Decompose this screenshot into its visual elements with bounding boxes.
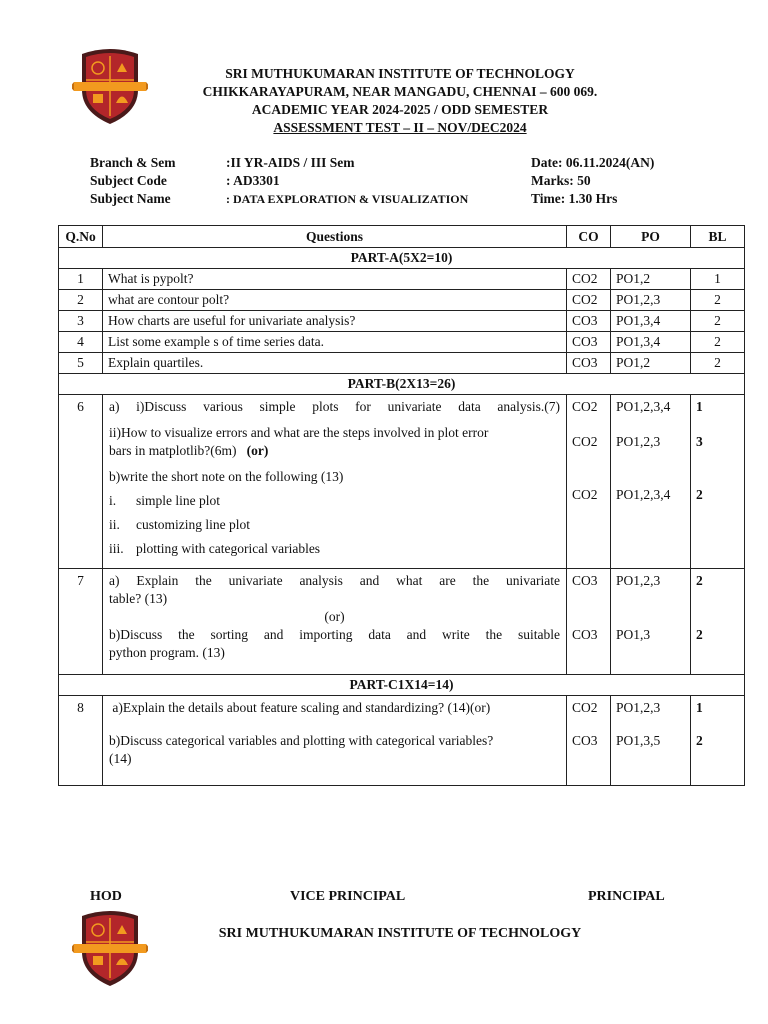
co-value: CO3 bbox=[567, 332, 611, 353]
meta-labels bbox=[90, 154, 220, 208]
meta-values bbox=[226, 154, 516, 208]
bl-value: 2 bbox=[691, 290, 745, 311]
institute-crest-logo-footer bbox=[72, 908, 148, 988]
q6-or: (or) bbox=[246, 443, 269, 458]
bl-value: 2 bbox=[691, 353, 745, 374]
question-text bbox=[103, 696, 567, 786]
subject-name-label: Subject Name bbox=[90, 191, 171, 206]
bl-value: 2 bbox=[691, 311, 745, 332]
hod-signature-label: HOD bbox=[90, 889, 122, 904]
q6-part-a-ii-line1: ii)How to visualize errors and what are the steps involved in plot error bbox=[109, 425, 489, 440]
exam-header bbox=[150, 65, 650, 137]
institute-name: SRI MUTHUKUMARAN INSTITUTE OF TECHNOLOGY bbox=[225, 66, 575, 81]
q7-part-a-line2: table? (13) bbox=[109, 591, 168, 606]
table-row bbox=[59, 269, 745, 290]
header-co: CO bbox=[567, 226, 611, 248]
branch-label: Branch & Sem bbox=[90, 155, 176, 170]
bl-value: 1 bbox=[691, 269, 745, 290]
exam-marks: Marks: 50 bbox=[531, 173, 591, 188]
co-value: CO2 bbox=[567, 290, 611, 311]
table-row bbox=[59, 696, 745, 786]
question-text: List some example s of time series data. bbox=[103, 332, 567, 353]
question-number: 7 bbox=[59, 569, 103, 675]
co-value: CO3 CO3 bbox=[567, 569, 611, 675]
po-value: PO1,2,3 PO1,3 bbox=[611, 569, 691, 675]
institute-crest-logo bbox=[72, 46, 148, 126]
q7-or: (or) bbox=[324, 609, 345, 624]
question-text: What is pypolt? bbox=[103, 269, 567, 290]
part-c-title: PART-C1X14=14) bbox=[59, 675, 745, 696]
po-value: PO1,3,4 bbox=[611, 311, 691, 332]
question-number: 8 bbox=[59, 696, 103, 786]
co-value: CO2 bbox=[567, 269, 611, 290]
q8-part-b-line1: b)Discuss categorical variables and plotting with categorical variables? bbox=[109, 733, 494, 748]
table-header-row bbox=[59, 226, 745, 248]
question-text bbox=[103, 569, 567, 675]
question-number: 1 bbox=[59, 269, 103, 290]
question-text: what are contour polt? bbox=[103, 290, 567, 311]
po-value: PO1,2,3 PO1,3,5 bbox=[611, 696, 691, 786]
question-number: 2 bbox=[59, 290, 103, 311]
co-value: CO3 bbox=[567, 311, 611, 332]
assessment-title: ASSESSMENT TEST – II – NOV/DEC2024 bbox=[273, 120, 527, 135]
question-number: 6 bbox=[59, 395, 103, 569]
question-text: Explain quartiles. bbox=[103, 353, 567, 374]
po-value: PO1,2,3,4 PO1,2,3 PO1,2,3,4 bbox=[611, 395, 691, 569]
table-row bbox=[59, 290, 745, 311]
meta-exam-info bbox=[531, 154, 731, 208]
list-item: i. simple line plot bbox=[109, 493, 220, 508]
subject-code-label: Subject Code bbox=[90, 173, 167, 188]
po-value: PO1,2 bbox=[611, 353, 691, 374]
q8-part-a: a)Explain the details about feature scaling and standardizing? (14)(or) bbox=[109, 700, 491, 715]
q7-part-a-line1: a) Explain the univariate analysis and what are the univariate bbox=[109, 573, 560, 588]
q6-part-b: b)write the short note on the following (13) bbox=[109, 469, 344, 484]
question-number: 3 bbox=[59, 311, 103, 332]
list-item: ii. customizing line plot bbox=[109, 517, 250, 532]
institute-address: CHIKKARAYAPURAM, NEAR MANGADU, CHENNAI – 600 069. bbox=[202, 84, 598, 99]
question-text bbox=[103, 395, 567, 569]
footer-institute-name: SRI MUTHUKUMARAN INSTITUTE OF TECHNOLOGY bbox=[218, 926, 582, 941]
co-value: CO2 CO2 CO2 bbox=[567, 395, 611, 569]
subject-name-value: : DATA EXPLORATION & VISUALIZATION bbox=[226, 192, 469, 206]
po-value: PO1,2 bbox=[611, 269, 691, 290]
po-value: PO1,2,3 bbox=[611, 290, 691, 311]
bl-value: 2 2 bbox=[691, 569, 745, 675]
question-number: 5 bbox=[59, 353, 103, 374]
table-row bbox=[59, 311, 745, 332]
q7-part-b-line1: b)Discuss the sorting and importing data and write the suitable bbox=[109, 627, 560, 642]
q8-part-b-line2: (14) bbox=[109, 751, 132, 766]
q6-part-a-ii-text: bars in matplotlib?(6m) bbox=[109, 443, 237, 458]
q7-part-b-line2: python program. (13) bbox=[109, 645, 225, 660]
branch-value: :II YR-AIDS / III Sem bbox=[226, 155, 355, 170]
question-table bbox=[58, 225, 745, 786]
header-qno: Q.No bbox=[59, 226, 103, 248]
header-questions: Questions bbox=[103, 226, 567, 248]
exam-date: Date: 06.11.2024(AN) bbox=[531, 155, 655, 170]
co-value: CO3 bbox=[567, 353, 611, 374]
table-row bbox=[59, 332, 745, 353]
q6-part-a-ii-line2 bbox=[109, 442, 560, 460]
exam-time: Time: 1.30 Hrs bbox=[531, 191, 618, 206]
q6-part-a-i: a) i)Discuss various simple plots for univariate data analysis.(7) bbox=[109, 399, 560, 414]
principal-signature-label: PRINCIPAL bbox=[588, 889, 665, 904]
co-value: CO2 CO3 bbox=[567, 696, 611, 786]
bl-value: 2 bbox=[691, 332, 745, 353]
bl-value: 1 3 2 bbox=[691, 395, 745, 569]
table-row bbox=[59, 569, 745, 675]
table-row bbox=[59, 395, 745, 569]
question-text: How charts are useful for univariate analysis? bbox=[103, 311, 567, 332]
table-row bbox=[59, 353, 745, 374]
question-number: 4 bbox=[59, 332, 103, 353]
part-b-title: PART-B(2X13=26) bbox=[59, 374, 745, 395]
po-value: PO1,3,4 bbox=[611, 332, 691, 353]
bl-value: 1 2 bbox=[691, 696, 745, 786]
header-po: PO bbox=[611, 226, 691, 248]
subject-code-value: : AD3301 bbox=[226, 173, 280, 188]
academic-year: ACADEMIC YEAR 2024-2025 / ODD SEMESTER bbox=[251, 102, 549, 117]
list-item: iii. plotting with categorical variables bbox=[109, 541, 321, 556]
vice-principal-signature-label: VICE PRINCIPAL bbox=[290, 889, 406, 904]
header-bl: BL bbox=[691, 226, 745, 248]
part-a-title: PART-A(5X2=10) bbox=[59, 248, 745, 269]
